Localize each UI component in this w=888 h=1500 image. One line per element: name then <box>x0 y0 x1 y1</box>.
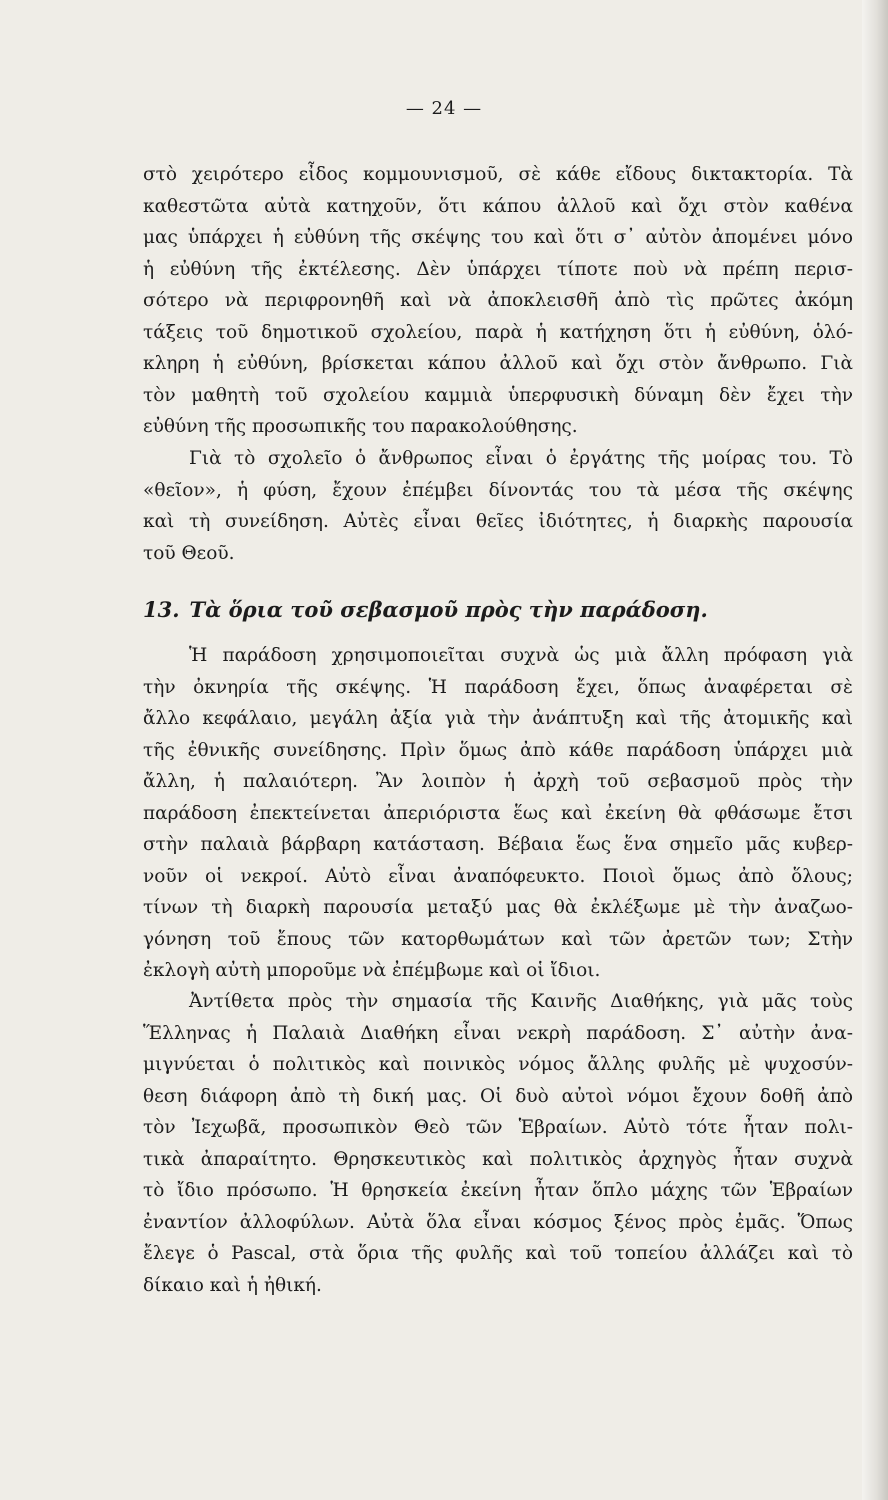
text-line: μιγνύεται ὁ πολιτικὸς καὶ ποινικὸς νόμος ἄλλης φυλῆς μὲ ψυχοσύν- <box>143 1054 853 1075</box>
paragraph-communism <box>143 159 853 443</box>
text-line: Ἡ παράδοση χρησιμοποιεῖται συχνὰ ὡς μιὰ ἄλλη πρόφαση γιὰ <box>189 645 853 666</box>
text-line: τίνων τὴ διαρκὴ παρουσία μεταξύ μας θὰ ἐκλέξωμε μὲ τὴν ἀναζωο- <box>143 897 853 918</box>
text-line: τὴν ὀκνηρία τῆς σκέψης. Ἡ παράδοση ἔχει, ὅπως ἀναφέρεται σὲ <box>143 676 853 698</box>
text-line: τὸν μαθητὴ τοῦ σχολείου καμμιὰ ὑπερφυσικὴ δύναμη δὲν ἔχει τὴν <box>143 384 853 406</box>
text-line: τῆς ἐθνικῆς συνείδησης. Πρὶν ὅμως ἀπὸ κάθε παράδοση ὑπάρχει μιὰ <box>143 739 853 761</box>
text-line: εὐθύνη τῆς προσωπικῆς του παρακολούθησης. <box>143 416 578 437</box>
text-line: νοῦν οἱ νεκροί. Αὐτὸ εἶναι ἀναπόφευκτο. Ποιοὶ ὅμως ἀπὸ ὅλους; <box>143 865 853 887</box>
text-line: τικὰ ἀπαραίτητο. Θρησκευτικὸς καὶ πολιτικὸς ἀρχηγὸς ἦταν συχνὰ <box>143 1148 853 1170</box>
section-heading <box>143 592 853 628</box>
text-line: δίκαιο καὶ ἡ ἠθική. <box>143 1274 322 1296</box>
text-line: «θεῖον», ἡ φύση, ἔχουν ἐπέμβει δίνοντάς του τὰ μέσα τῆς σκέψης <box>143 479 853 501</box>
paragraph-old-testament <box>143 986 853 1301</box>
text-line: θεση διάφορη ἀπὸ τὴ δική μας. Οἱ δυὸ αὐτοὶ νόμοι ἔχουν δοθῆ ἀπὸ <box>143 1085 853 1107</box>
text-line: Γιὰ τὸ σχολεῖο ὁ ἄνθρωπος εἶναι ὁ ἐργάτης τῆς μοίρας του. Τὸ <box>189 448 853 469</box>
text-line: ἄλλο κεφάλαιο, μεγάλη ἀξία γιὰ τὴν ἀνάπτυξη καὶ τῆς ἀτομικῆς καὶ <box>143 708 853 729</box>
text-line: τάξεις τοῦ δημοτικοῦ σχολείου, παρὰ ἡ κατήχηση ὅτι ἡ εὐθύνη, ὁλό- <box>143 321 853 343</box>
section-title: Τὰ ὅρια τοῦ σεβασμοῦ πρὸς τὴν παράδοση. <box>189 597 708 622</box>
text-line: ἔλεγε ὁ Pascal, στὰ ὅρια τῆς φυλῆς καὶ τοῦ τοπείου ἀλλάζει καὶ τὸ <box>143 1243 853 1264</box>
text-line: γόνηση τοῦ ἔπους τῶν κατορθωμάτων καὶ τῶν ἀρετῶν των; Στὴν <box>143 928 853 950</box>
text-line: στὸ χειρότερο εἶδος κομμουνισμοῦ, σὲ κάθε εἴδους δικτακτορία. Τὰ <box>143 164 853 185</box>
text-line: Ἀντίθετα πρὸς τὴν σημασία τῆς Καινῆς Διαθήκης, γιὰ μᾶς τοὺς <box>189 991 853 1012</box>
paragraph-school <box>143 443 853 569</box>
text-line: τοῦ Θεοῦ. <box>143 542 235 564</box>
text-line: παράδοση ἐπεκτείνεται ἀπεριόριστα ἕως καὶ ἐκείνη θὰ φθάσωμε ἔτσι <box>143 802 853 824</box>
paragraph-tradition <box>143 640 853 987</box>
text-line: τὸ ἴδιο πρόσωπο. Ἡ θρησκεία ἐκείνη ἦταν ὅπλο μάχης τῶν Ἑβραίων <box>143 1180 853 1201</box>
page-edge-shadow <box>862 0 888 1500</box>
text-line: ἐναντίον ἀλλοφύλων. Αὐτὰ ὅλα εἶναι κόσμος ξένος πρὸς ἐμᾶς. Ὅπως <box>143 1211 853 1233</box>
text-line: κληρη ἡ εὐθύνη, βρίσκεται κάπου ἀλλοῦ καὶ ὄχι στὸν ἄνθρωπο. Γιὰ <box>143 353 853 374</box>
text-line: ἄλλη, ἡ παλαιότερη. Ἂν λοιπὸν ἡ ἀρχὴ τοῦ σεβασμοῦ πρὸς τὴν <box>143 771 853 792</box>
text-line: σότερο νὰ περιφρονηθῆ καὶ νὰ ἀποκλεισθῆ ἀπὸ τὶς πρῶτες ἀκόμη <box>143 290 853 311</box>
text-line: καὶ τὴ συνείδηση. Αὐτὲς εἶναι θεῖες ἰδιότητες, ἡ διαρκὴς παρουσία <box>143 511 853 532</box>
text-line: στὴν παλαιὰ βάρβαρη κατάσταση. Βέβαια ἕως ἕνα σημεῖο μᾶς κυβερ- <box>143 834 853 855</box>
text-line: ἐκλογὴ αὐτὴ μποροῦμε νὰ ἐπέμβωμε καὶ οἱ ἴδιοι. <box>143 960 601 981</box>
page-number: — 24 — <box>405 98 483 119</box>
text-line: καθεστῶτα αὐτὰ κατηχοῦν, ὅτι κάπου ἀλλοῦ καὶ ὄχι στὸν καθένα <box>143 195 853 217</box>
text-line: τὸν Ἰεχωβᾶ, προσωπικὸν Θεὸ τῶν Ἑβραίων. Αὐτὸ τότε ἦταν πολι- <box>143 1117 853 1138</box>
text-line: μας ὑπάρχει ἡ εὐθύνη τῆς σκέψης του καὶ ὅτι σ᾽ αὐτὸν ἀπομένει μόνο <box>143 227 853 248</box>
section-number: 13. <box>143 597 180 622</box>
text-line: ἡ εὐθύνη τῆς ἐκτέλεσης. Δὲν ὑπάρχει τίποτε ποὺ νὰ πρέπη περισ- <box>143 258 853 280</box>
text-line: Ἕλληνας ἡ Παλαιὰ Διαθήκη εἶναι νεκρὴ παράδοση. Σ᾽ αὐτὴν ἀνα- <box>143 1022 853 1044</box>
